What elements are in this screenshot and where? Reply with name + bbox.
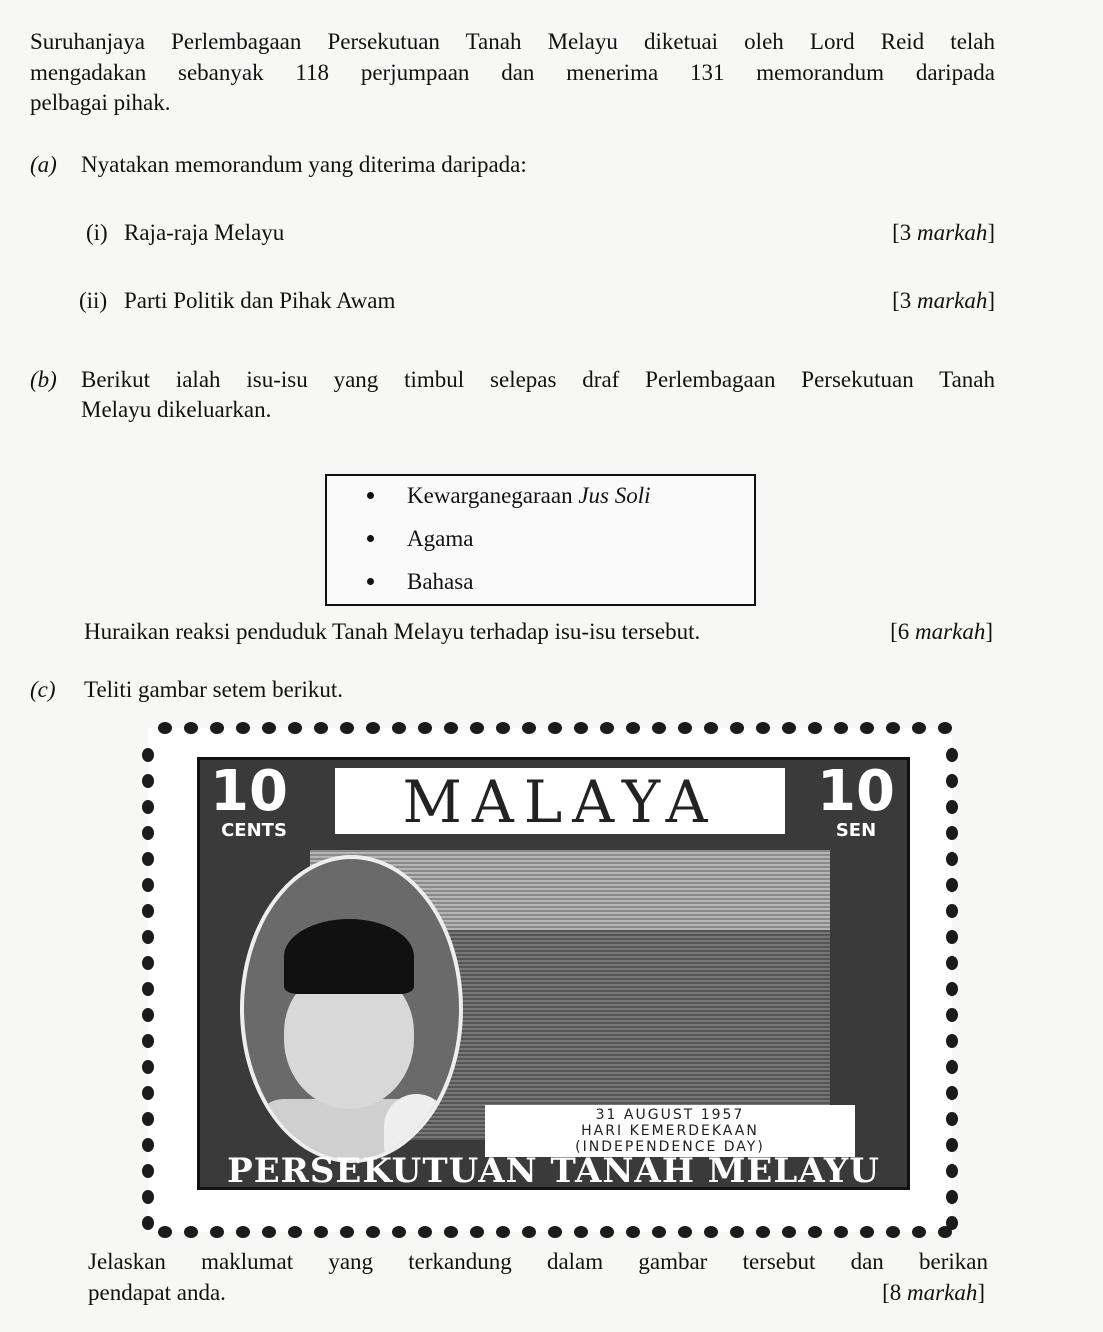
issue-item: Kewarganegaraan Jus Soli xyxy=(407,483,651,508)
perforation xyxy=(262,1226,276,1238)
perforation xyxy=(626,1226,640,1238)
perforation xyxy=(678,722,692,734)
question-c-line: pendapat anda. xyxy=(88,1280,226,1305)
perforation xyxy=(142,982,154,996)
question-b-line: Melayu dikeluarkan. xyxy=(81,397,272,422)
issues-box xyxy=(325,474,756,606)
perforation xyxy=(946,1216,958,1230)
stamp-right-value: 10 xyxy=(817,759,895,824)
perforation xyxy=(756,1226,770,1238)
subquestion-label: (i) xyxy=(86,220,108,245)
perforation xyxy=(946,930,958,944)
perforation xyxy=(938,722,952,734)
intro-line: Suruhanjaya Perlembagaan Persekutuan Tanah Melayu diketuai oleh Lord Reid telah xyxy=(30,29,995,54)
marks: [3 markah] xyxy=(892,288,995,313)
perforation xyxy=(946,1190,958,1204)
perforation xyxy=(574,722,588,734)
perforation xyxy=(886,1226,900,1238)
perforation xyxy=(652,1226,666,1238)
stamp-event-en: (INDEPENDENCE DAY) xyxy=(575,1139,765,1155)
perforation xyxy=(946,1086,958,1100)
perforation xyxy=(808,722,822,734)
perforation xyxy=(652,722,666,734)
perforation xyxy=(496,722,510,734)
perforation xyxy=(860,722,874,734)
perforation xyxy=(142,956,154,970)
perforation xyxy=(262,722,276,734)
question-c-label: (c) xyxy=(30,677,56,702)
issue-item: Agama xyxy=(407,526,474,551)
perforation xyxy=(288,722,302,734)
perforation xyxy=(142,852,154,866)
perforation xyxy=(756,722,770,734)
perforation xyxy=(184,1226,198,1238)
perforation xyxy=(912,1226,926,1238)
perforation xyxy=(392,722,406,734)
perforation xyxy=(142,930,154,944)
bullet-icon xyxy=(367,492,374,499)
question-a-label: (a) xyxy=(30,152,57,177)
perforation xyxy=(946,878,958,892)
stamp-title: MALAYA xyxy=(335,768,785,834)
perforation xyxy=(470,722,484,734)
perforation xyxy=(600,1226,614,1238)
perforation xyxy=(142,1164,154,1178)
perforation xyxy=(142,1112,154,1126)
marks: [6 markah] xyxy=(890,619,993,644)
question-c-line: Jelaskan maklumat yang terkandung dalam gambar tersebut dan berikan xyxy=(88,1249,988,1274)
perforation xyxy=(946,1034,958,1048)
perforation xyxy=(366,722,380,734)
perforation xyxy=(946,1060,958,1074)
stamp-image xyxy=(148,728,952,1232)
perforation xyxy=(808,1226,822,1238)
stamp-date-box xyxy=(485,1105,855,1157)
perforation xyxy=(946,956,958,970)
perforation xyxy=(340,722,354,734)
perforation xyxy=(142,1138,154,1152)
perforation xyxy=(142,748,154,762)
marks: [3 markah] xyxy=(892,220,995,245)
stamp-left-unit: CENTS xyxy=(221,820,287,841)
issue-item: Bahasa xyxy=(407,569,474,594)
perforation xyxy=(142,1190,154,1204)
perforation xyxy=(418,1226,432,1238)
perforation xyxy=(470,1226,484,1238)
perforation xyxy=(314,722,328,734)
bullet-icon xyxy=(367,578,374,585)
question-a-text: Nyatakan memorandum yang diterima daripada: xyxy=(81,152,527,177)
marks: [8 markah] xyxy=(882,1280,985,1305)
stamp-right-unit: SEN xyxy=(835,820,877,841)
perforation xyxy=(142,904,154,918)
subquestion-text: Parti Politik dan Pihak Awam xyxy=(124,288,396,313)
perforation xyxy=(142,1008,154,1022)
perforation xyxy=(288,1226,302,1238)
perforation xyxy=(860,1226,874,1238)
perforation xyxy=(392,1226,406,1238)
question-b-line: Berikut ialah isu-isu yang timbul selepas draf Perlembagaan Persekutuan Tanah xyxy=(81,367,995,392)
perforation xyxy=(600,722,614,734)
perforation xyxy=(704,1226,718,1238)
question-b-label: (b) xyxy=(30,367,57,392)
perforation xyxy=(946,1138,958,1152)
perforation xyxy=(142,800,154,814)
perforation xyxy=(946,1008,958,1022)
perforation xyxy=(314,1226,328,1238)
perforation xyxy=(946,774,958,788)
perforation xyxy=(574,1226,588,1238)
perforation xyxy=(946,1112,958,1126)
subquestion-label: (ii) xyxy=(79,288,108,313)
perforation xyxy=(946,826,958,840)
perforation xyxy=(782,722,796,734)
perforation xyxy=(444,1226,458,1238)
perforation xyxy=(142,1216,154,1230)
perforation xyxy=(210,722,224,734)
stamp-frame xyxy=(197,757,910,1190)
perforation xyxy=(678,1226,692,1238)
question-b-prompt: Huraikan reaksi penduduk Tanah Melayu terhadap isu-isu tersebut. xyxy=(84,619,701,644)
perforation xyxy=(158,1226,172,1238)
perforation xyxy=(522,722,536,734)
perforation xyxy=(142,1060,154,1074)
perforation xyxy=(946,982,958,996)
subquestion-text: Raja-raja Melayu xyxy=(124,220,285,245)
perforation xyxy=(158,722,172,734)
perforation xyxy=(912,722,926,734)
perforation xyxy=(834,1226,848,1238)
perforation xyxy=(496,1226,510,1238)
perforation xyxy=(340,1226,354,1238)
stamp-event: HARI KEMERDEKAAN xyxy=(581,1123,759,1139)
perforation xyxy=(418,722,432,734)
stamp-left-value: 10 xyxy=(210,759,288,824)
perforation xyxy=(886,722,900,734)
perforation xyxy=(236,1226,250,1238)
perforation xyxy=(142,878,154,892)
intro-line: pelbagai pihak. xyxy=(30,90,171,115)
perforation xyxy=(548,722,562,734)
stamp-bottom-text: PERSEKUTUAN TANAH MELAYU xyxy=(227,1151,880,1191)
perforation xyxy=(236,722,250,734)
perforation xyxy=(704,722,718,734)
perforation xyxy=(142,1086,154,1100)
perforation xyxy=(366,1226,380,1238)
perforation xyxy=(946,748,958,762)
perforation xyxy=(548,1226,562,1238)
perforation xyxy=(444,722,458,734)
perforation xyxy=(782,1226,796,1238)
perforation xyxy=(946,800,958,814)
intro-line: mengadakan sebanyak 118 perjumpaan dan menerima 131 memorandum daripada xyxy=(30,60,995,85)
stamp-date: 31 AUGUST 1957 xyxy=(595,1107,745,1123)
perforation xyxy=(946,904,958,918)
perforation xyxy=(946,852,958,866)
perforation xyxy=(184,722,198,734)
perforation xyxy=(142,826,154,840)
question-c-text: Teliti gambar setem berikut. xyxy=(84,677,343,702)
perforation xyxy=(730,722,744,734)
perforation xyxy=(522,1226,536,1238)
bullet-icon xyxy=(367,535,374,542)
portrait xyxy=(240,855,463,1163)
perforation xyxy=(142,774,154,788)
perforation xyxy=(142,1034,154,1048)
perforation xyxy=(946,1164,958,1178)
perforation xyxy=(626,722,640,734)
perforation xyxy=(834,722,848,734)
perforation xyxy=(730,1226,744,1238)
perforation xyxy=(210,1226,224,1238)
